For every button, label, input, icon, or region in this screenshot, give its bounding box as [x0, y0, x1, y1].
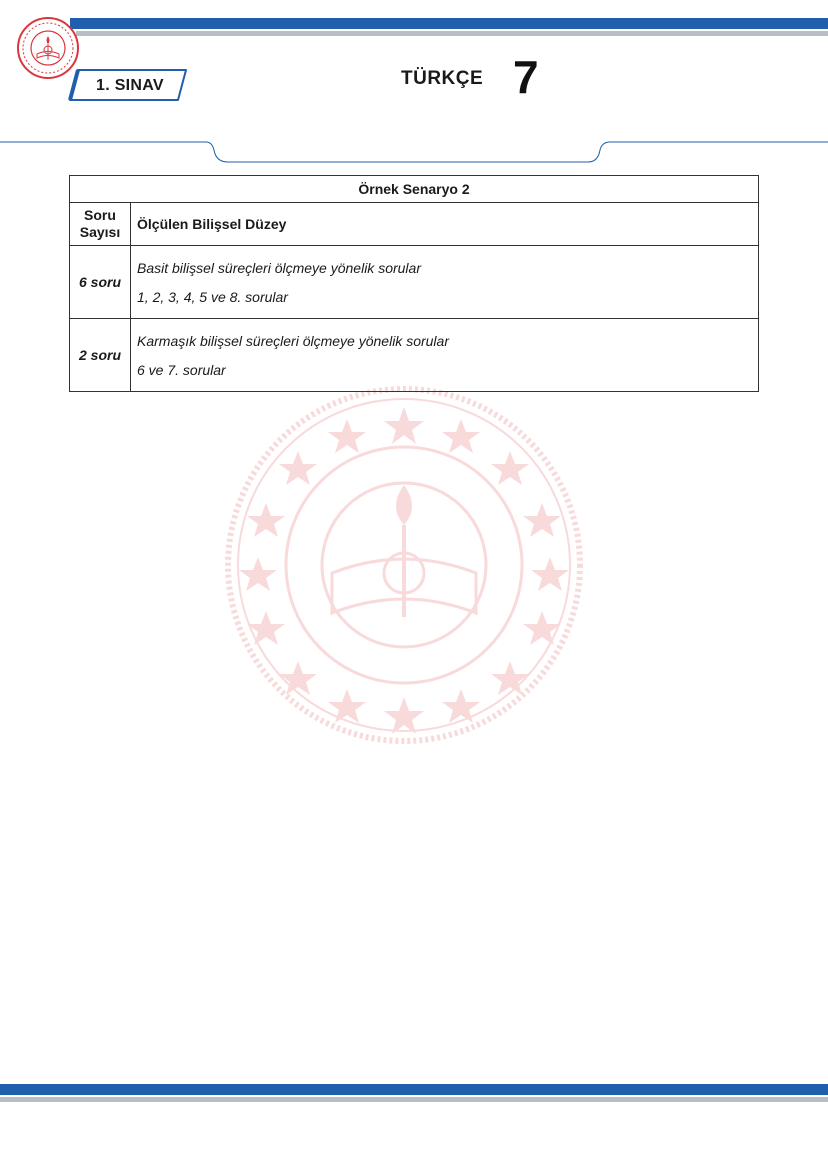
- header-divider: [0, 130, 828, 170]
- question-count-header: [70, 203, 131, 246]
- top-grey-bar: [76, 31, 828, 36]
- ministry-watermark-seal: [222, 385, 586, 745]
- question-count-header-line1: Soru: [84, 207, 116, 223]
- table-header-row: [70, 203, 759, 246]
- question-numbers: 1, 2, 3, 4, 5 ve 8. sorular: [137, 288, 288, 305]
- cognitive-level-cell: [131, 246, 759, 319]
- subject-title: TÜRKÇE: [401, 68, 484, 89]
- question-count-header-line2: Sayısı: [79, 224, 121, 240]
- table-title: Örnek Senaryo 2: [70, 176, 759, 203]
- level-description: Karmaşık bilişsel süreçleri ölçmeye yönelik sorular: [137, 332, 449, 349]
- cognitive-level-header: Ölçülen Bilişsel Düzey: [131, 203, 759, 246]
- question-count-cell: 2 soru: [70, 319, 131, 392]
- exam-label: 1. SINAV: [96, 77, 164, 94]
- grade-number: 7: [513, 51, 539, 103]
- scenario-table: [69, 175, 759, 392]
- bottom-blue-bar: [0, 1084, 828, 1095]
- question-count-cell: 6 soru: [70, 246, 131, 319]
- top-blue-bar: [70, 18, 828, 29]
- table-title-row: [70, 176, 759, 203]
- cognitive-level-cell: [131, 319, 759, 392]
- question-numbers: 6 ve 7. sorular: [137, 361, 226, 378]
- table-row: [70, 319, 759, 392]
- table-row: [70, 246, 759, 319]
- exam-number-tab: [68, 68, 188, 102]
- level-description: Basit bilişsel süreçleri ölçmeye yönelik sorular: [137, 259, 421, 276]
- bottom-grey-bar: [0, 1097, 828, 1102]
